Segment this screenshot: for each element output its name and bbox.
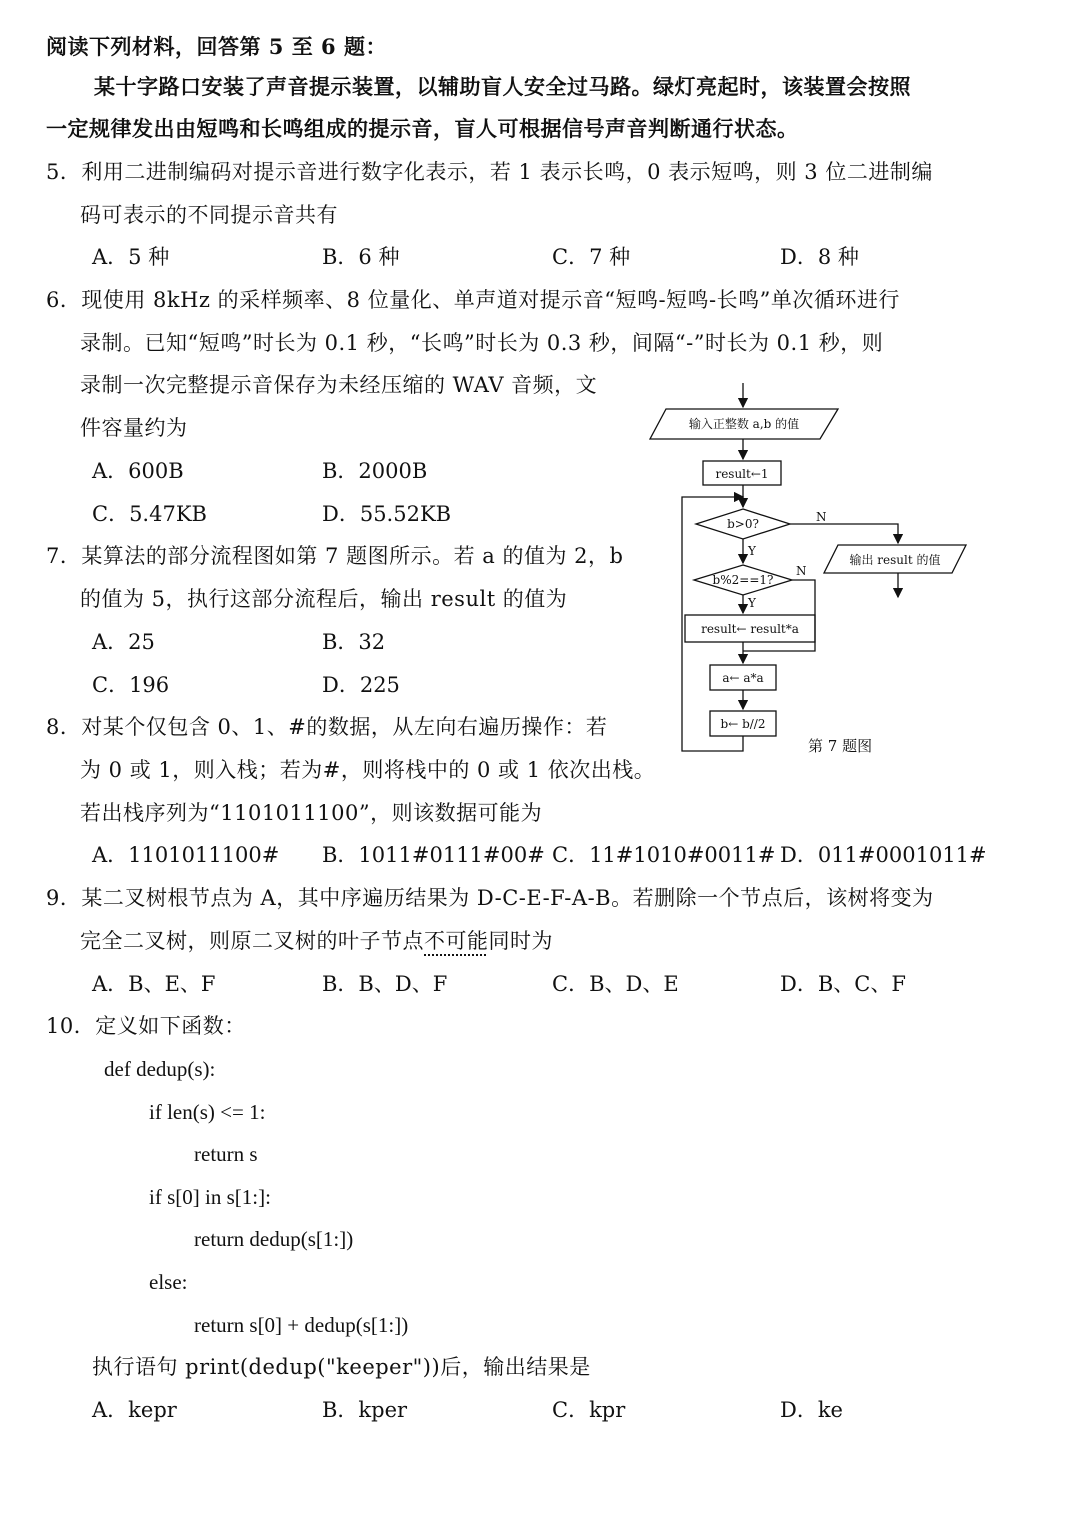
q8-option-d: D．011#0001011# [780,843,987,867]
q6-option-d: D．55.52KB [322,502,452,526]
q10-code-line-4: if s[0] in s[1:]: [149,1185,271,1209]
q7-option-d: D．225 [322,673,400,697]
q10-code-line-2: if len(s) <= 1: [149,1100,266,1124]
q10-code-line-5: return dedup(s[1:]) [194,1227,354,1251]
material-heading: 阅读下列材料，回答第 5 至 6 题： [46,34,387,59]
q6-stem-line-2: 录制。已知“短鸣”时长为 0.1 秒，“长鸣”时长为 0.3 秒，间隔“-”时长为 0.1 秒，则 [80,331,884,355]
flowchart-step3-text: b← b//2 [720,717,766,731]
q9-option-b: B．B、D、F [322,972,448,996]
q6-option-c: C．5.47KB [92,502,207,526]
flowchart-cond2-text: b%2==1? [712,573,774,587]
q9-option-a: A．B、E、F [92,972,216,996]
q8-stem-line-3: 若出栈序列为“1101011100”，则该数据可能为 [80,801,543,825]
flowchart-cond2-no-label: N [796,564,807,578]
q9-stem-line-2-pre: 完全二叉树，则原二叉树的叶子节点 [80,929,424,953]
q10-code-line-3: return s [194,1142,258,1166]
flowchart-input-text: 输入正整数 a,b 的值 [688,417,800,431]
q9-stem-line-1: 9．某二叉树根节点为 A，其中序遍历结果为 D-C-E-F-A-B。若删除一个节点后，该树将变为 [46,886,934,910]
q5-option-a: A．5 种 [92,245,170,269]
q7-flowchart [640,375,980,775]
q10-option-b: B．kper [322,1398,408,1422]
material-line-1: 某十字路口安装了声音提示装置，以辅助盲人安全过马路。绿灯亮起时，该装置会按照 [94,74,911,99]
q8-option-c: C．11#1010#0011# [552,843,776,867]
q10-option-c: C．kpr [552,1398,626,1422]
q8-stem-line-2: 为 0 或 1，则入栈；若为#，则将栈中的 0 或 1 依次出栈。 [80,758,656,782]
q6-option-b: B．2000B [322,459,428,483]
material-line-2: 一定规律发出由短鸣和长鸣组成的提示音，盲人可根据信号声音判断通行状态。 [46,116,799,141]
q7-stem-line-2: 的值为 5，执行这部分流程后，输出 result 的值为 [80,587,568,611]
q7-option-c: C．196 [92,673,170,697]
flowchart-init-text: result←1 [715,467,769,481]
q5-option-b: B．6 种 [322,245,400,269]
q9-stem-line-2 [80,926,553,956]
q7-option-b: B．32 [322,630,386,654]
q8-option-b: B．1011#0111#00# [322,843,545,867]
q6-stem-line-3: 录制一次完整提示音保存为未经压缩的 WAV 音频，文 [80,373,598,397]
q9-option-d: D．B、C、F [780,972,906,996]
q9-option-c: C．B、D、E [552,972,679,996]
q5-option-c: C．7 种 [552,245,631,269]
q10-option-a: A．kepr [92,1398,177,1422]
q10-code-line-7: return s[0] + dedup(s[1:]) [194,1313,409,1337]
q9-emphasis-text: 不可能 [424,929,489,953]
q7-option-a: A．25 [92,630,155,654]
q10-code-line-6: else: [149,1270,188,1294]
q5-option-d: D．8 种 [780,245,859,269]
q5-stem-line-2: 码可表示的不同提示音共有 [80,203,338,227]
flowchart-caption: 第 7 题图 [808,737,873,755]
flowchart-cond1-no-label: N [816,510,827,524]
q10-statement: 执行语句 print(dedup("keeper"))后，输出结果是 [92,1355,591,1379]
flowchart-step1-text: result← result*a [701,622,799,636]
flowchart-step2-text: a← a*a [722,671,764,685]
q6-option-a: A．600B [92,459,184,483]
q10-option-d: D．ke [780,1398,843,1422]
flowchart-cond2-yes-label: Y [748,596,756,610]
flowchart-output-text: 输出 result 的值 [849,553,941,567]
q5-stem-line-1: 5．利用二进制编码对提示音进行数字化表示，若 1 表示长鸣，0 表示短鸣，则 3 位二进制编 [46,160,933,184]
q10-stem-line-1: 10．定义如下函数： [46,1014,246,1038]
q6-stem-line-1: 6．现使用 8kHz 的采样频率、8 位量化、单声道对提示音“短鸣-短鸣-长鸣”单次循环进行 [46,288,900,312]
q7-stem-line-1: 7．某算法的部分流程图如第 7 题图所示。若 a 的值为 2，b [46,544,624,568]
q9-stem-line-2-post: 同时为 [488,929,553,953]
q6-stem-line-4: 件容量约为 [80,416,188,440]
q10-code-line-1: def dedup(s): [104,1057,216,1081]
q8-stem-line-1: 8．对某个仅包含 0、1、#的数据，从左向右遍历操作：若 [46,715,608,739]
flowchart-cond1-yes-label: Y [748,544,756,558]
flowchart-cond1-text: b>0? [727,517,759,531]
q8-option-a: A．1101011100# [92,843,280,867]
